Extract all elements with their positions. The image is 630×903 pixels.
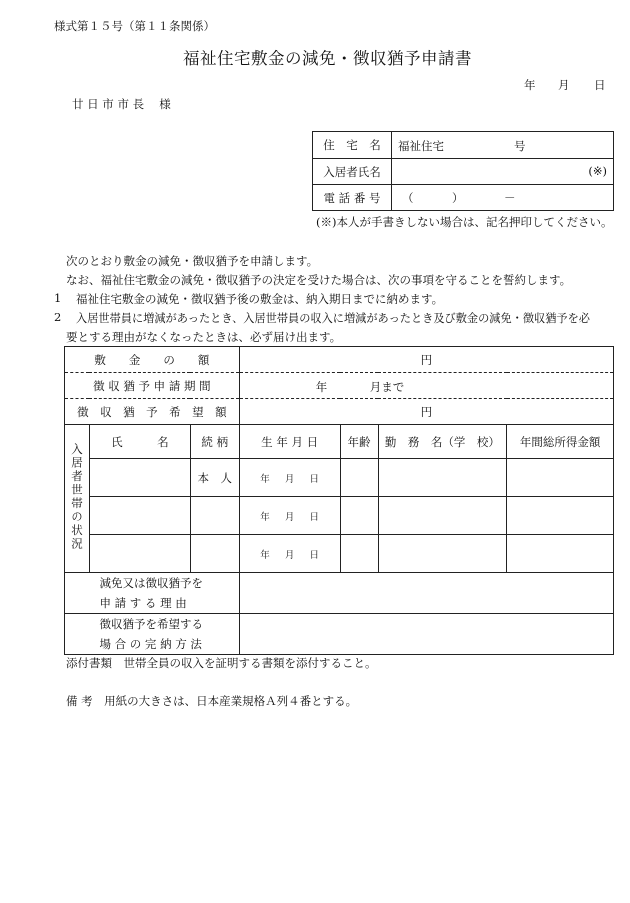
intro-paragraph: 次のとおり敷金の減免・徴収猶予を申請します。 xyxy=(66,254,319,268)
item-1-number: 1 xyxy=(54,291,62,305)
table-row xyxy=(65,497,614,535)
addressee: 廿 日 市 市 長 様 xyxy=(72,97,171,111)
housing-number-suffix: 号 xyxy=(514,139,526,153)
birth-month: 月 xyxy=(284,473,295,485)
member-relation-cell[interactable] xyxy=(190,459,239,497)
col-header-relation: 続 柄 xyxy=(190,425,239,459)
handwriting-mark: (※) xyxy=(588,164,607,178)
housing-name-label: 住 宅 名 xyxy=(313,132,392,159)
method-label-line1: 徴収猶予を希望する xyxy=(99,617,203,631)
birth-year: 年 xyxy=(260,473,270,485)
col-header-income: 年間総所得金額 xyxy=(507,425,614,459)
reason-field[interactable] xyxy=(239,573,613,614)
item-1-text: 福祉住宅敷金の減免・徴収猶予後の敷金は、納入期日までに納めます。 xyxy=(76,292,444,306)
col-header-name: 氏 名 xyxy=(89,425,190,459)
member-birthdate-cell[interactable] xyxy=(239,497,340,535)
pledge-paragraph: なお、福祉住宅敷金の減免・徴収猶予の決定を受けた場合は、次の事項を守ることを誓約します。 xyxy=(66,273,572,287)
resident-name-field[interactable] xyxy=(392,159,614,185)
col-header-age: 年齢 xyxy=(340,425,378,459)
phone-field[interactable] xyxy=(392,185,614,211)
application-table xyxy=(64,346,614,655)
item-2-number: 2 xyxy=(54,310,62,324)
date-year-label: 年 xyxy=(524,78,536,92)
member-workplace-cell[interactable] xyxy=(378,497,507,535)
deposit-amount-label: 敷 金 の 額 xyxy=(65,347,240,373)
attachment-note: 添付書類 世帯全員の収入を証明する書類を添付すること。 xyxy=(66,656,377,670)
deposit-unit: 円 xyxy=(420,352,433,367)
member-age-cell[interactable] xyxy=(340,497,378,535)
housing-name-value: 福祉住宅 xyxy=(398,139,444,153)
period-until: 月まで xyxy=(369,380,405,394)
reason-label-line1: 減免又は徴収猶予を xyxy=(99,576,203,590)
phone-label: 電 話 番 号 xyxy=(313,185,392,211)
col-header-workplace: 勤 務 名（学 校） xyxy=(378,425,507,459)
table-row xyxy=(65,459,614,497)
form-number: 様式第１５号（第１１条関係） xyxy=(54,19,215,33)
self-label: 本 人 xyxy=(197,470,232,485)
member-income-cell[interactable] xyxy=(507,497,614,535)
document-title: 福祉住宅敷金の減免・徴収猶予申請書 xyxy=(183,49,472,68)
reason-spacer xyxy=(65,573,90,614)
member-income-cell[interactable] xyxy=(507,459,614,497)
birth-year: 年 xyxy=(260,549,270,561)
birth-day: 日 xyxy=(309,473,320,485)
housing-name-field[interactable] xyxy=(392,132,614,159)
table-row xyxy=(65,535,614,573)
method-spacer xyxy=(65,614,90,655)
item-2-text-line2: 要とする理由がなくなったときは、必ず届け出ます。 xyxy=(66,330,342,344)
col-header-birthdate: 生 年 月 日 xyxy=(239,425,340,459)
reason-label-line2: 申 請 す る 理 由 xyxy=(99,596,187,610)
method-label xyxy=(89,614,239,655)
reason-label xyxy=(89,573,239,614)
member-birthdate-cell[interactable] xyxy=(239,459,340,497)
member-name-cell[interactable] xyxy=(89,497,190,535)
period-year: 年 xyxy=(315,380,328,394)
member-relation-cell[interactable] xyxy=(190,497,239,535)
amount-unit: 円 xyxy=(420,404,433,419)
deferral-amount-label: 徴 収 猶 予 希 望 額 xyxy=(65,399,240,425)
resident-name-label: 入居者氏名 xyxy=(313,159,392,185)
member-name-cell[interactable] xyxy=(89,459,190,497)
birth-month: 月 xyxy=(284,549,295,561)
member-age-cell[interactable] xyxy=(340,535,378,573)
phone-dash: － xyxy=(504,191,516,205)
member-relation-cell[interactable] xyxy=(190,535,239,573)
member-name-cell[interactable] xyxy=(89,535,190,573)
member-income-cell[interactable] xyxy=(507,535,614,573)
method-field[interactable] xyxy=(239,614,613,655)
member-workplace-cell[interactable] xyxy=(378,459,507,497)
phone-close-paren: ） xyxy=(452,191,464,205)
date-day-label: 日 xyxy=(594,78,606,92)
birth-year: 年 xyxy=(260,511,270,523)
birth-day: 日 xyxy=(309,549,320,561)
remarks-note: 備 考 用紙の大きさは、日本産業規格Ａ列４番とする。 xyxy=(66,694,358,708)
birth-month: 月 xyxy=(284,511,295,523)
item-2-text-line1: 入居世帯員に増減があったとき、入居世帯員の収入に増減があったとき及び敷金の減免・徴収猶予を必 xyxy=(76,312,590,325)
member-workplace-cell[interactable] xyxy=(378,535,507,573)
deferral-period-field[interactable] xyxy=(239,373,613,399)
applicant-table xyxy=(312,131,614,211)
member-birthdate-cell[interactable] xyxy=(239,535,340,573)
deferral-amount-field[interactable] xyxy=(239,399,613,425)
phone-open-paren: （ xyxy=(402,191,414,205)
deposit-amount-field[interactable] xyxy=(239,347,613,373)
member-age-cell[interactable] xyxy=(340,459,378,497)
date-month-label: 月 xyxy=(558,78,570,92)
handwriting-note: (※)本人が手書きしない場合は、記名押印してください。 xyxy=(316,215,613,229)
birth-day: 日 xyxy=(309,511,320,523)
deferral-period-label: 徴 収 猶 予 申 請 期 間 xyxy=(65,373,240,399)
household-status-label xyxy=(65,425,90,573)
household-status-text: 入居者世帯の状況 xyxy=(69,443,84,551)
method-label-line2: 場 合 の 完 納 方 法 xyxy=(99,637,202,651)
